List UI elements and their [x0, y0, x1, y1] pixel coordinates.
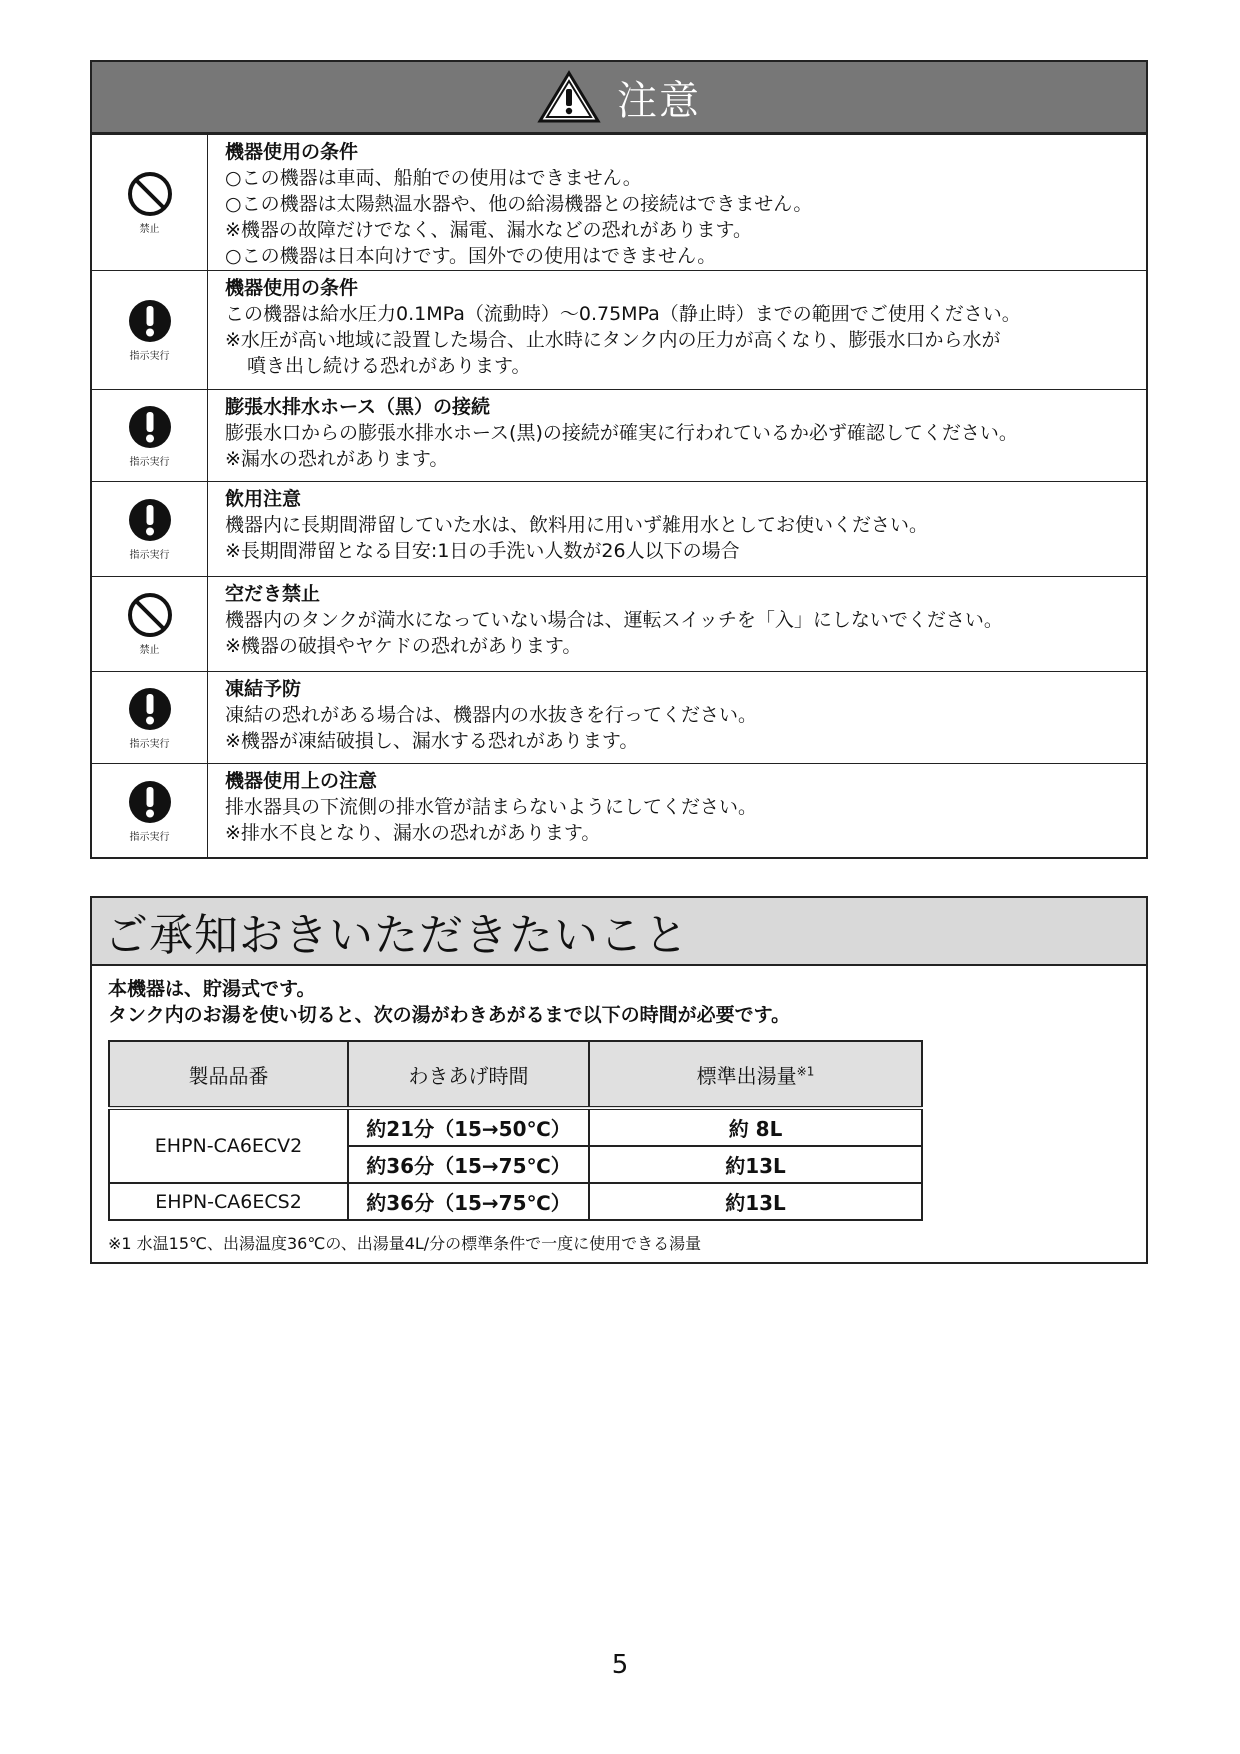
table-row: [109, 1183, 922, 1220]
row-text: [208, 577, 1003, 671]
row-line: 排水器具の下流側の排水管が詰まらないようにしてください。: [225, 796, 758, 818]
prohibition-icon: [127, 592, 173, 638]
volume-cell: 約 8L: [589, 1108, 922, 1146]
instruction-icon: [127, 497, 173, 543]
row-line: この機器は給水圧力0.1MPa（流動時）～0.75MPa（静止時）までの範囲でご使用ください。: [225, 303, 1021, 325]
reheat-time-table: [108, 1040, 923, 1221]
footnote-mark: ※1: [796, 1063, 815, 1078]
time-cell: 約21分（15→50℃）: [348, 1108, 589, 1146]
caution-header: [92, 62, 1146, 134]
icon-cell: [92, 764, 208, 857]
icon-label: 指示実行: [129, 456, 170, 468]
row-line: ※排水不良となり、漏水の恐れがあります。: [225, 822, 601, 844]
row-text: [208, 672, 757, 763]
caution-row: [92, 389, 1146, 481]
icon-label: 指示実行: [129, 550, 170, 561]
icon-label: 禁止: [139, 223, 160, 235]
caution-row: [92, 671, 1146, 763]
row-text: [208, 135, 812, 270]
row-line: ※機器の故障だけでなく、漏電、漏水などの恐れがあります。: [225, 219, 753, 241]
icon-label: 禁止: [139, 645, 160, 656]
notice-title: ご承知おきいただきたいこと: [92, 898, 1146, 966]
footnote: ※1 水温15℃、出湯温度36℃の、出湯量4L/分の標準条件で一度に使用できる湯量: [108, 1234, 702, 1253]
model-cell: EHPN-CA6ECS2: [109, 1183, 348, 1220]
row-line: ※機器の破損やヤケドの恐れがあります。: [225, 635, 582, 657]
row-title: 膨張水排水ホース（黒）の接続: [225, 396, 491, 418]
notice-intro-line: 本機器は、貯湯式です。: [108, 978, 316, 1000]
warning-triangle-icon: [537, 70, 601, 124]
row-line: 噴き出し続ける恐れがあります。: [247, 355, 531, 377]
notice-box: [90, 896, 1148, 1264]
icon-cell: [92, 271, 208, 389]
icon-label: 指示実行: [129, 351, 170, 362]
icon-cell: [92, 390, 208, 481]
volume-cell: 約13L: [589, 1183, 922, 1220]
row-line: 機器内に長期間滞留していた水は、飲料用に用いず雑用水としてお使いください。: [225, 514, 929, 536]
caution-box: [90, 60, 1148, 859]
row-line: ※機器が凍結破損し、漏水する恐れがあります。: [225, 730, 639, 752]
caution-row: [92, 763, 1146, 857]
row-line: ※長期間滞留となる目安:1日の手洗い人数が26人以下の場合: [225, 540, 740, 562]
time-cell: 約36分（15→75℃）: [348, 1183, 589, 1220]
caution-title: 注意: [617, 77, 701, 124]
row-text: [208, 271, 1021, 389]
row-text: [208, 764, 757, 857]
row-title: 機器使用の条件: [225, 141, 359, 163]
notice-body: [92, 966, 1146, 1254]
row-line: 機器内のタンクが満水になっていない場合は、運転スイッチを「入」にしないでください。: [225, 609, 1003, 631]
row-line: ○この機器は太陽熱温水器や、他の給湯機器との接続はできません。: [225, 193, 813, 215]
row-title: 飲用注意: [225, 488, 302, 510]
icon-label: 指示実行: [129, 831, 170, 843]
model-cell: EHPN-CA6ECV2: [109, 1108, 348, 1183]
row-title: 機器使用上の注意: [225, 770, 378, 792]
table-row: [109, 1108, 922, 1146]
header-volume: [589, 1041, 922, 1108]
row-text: [208, 482, 928, 576]
instruction-icon: [127, 779, 173, 825]
caution-row: [92, 481, 1146, 576]
row-line: ※水圧が高い地域に設置した場合、止水時にタンク内の圧力が高くなり、膨張水口から水が: [225, 329, 1001, 351]
header-model: 製品品番: [109, 1041, 348, 1108]
row-line: ※漏水の恐れがあります。: [225, 448, 449, 470]
icon-cell: [92, 482, 208, 576]
header-volume-label: 標準出湯量: [696, 1063, 797, 1088]
row-title: 凍結予防: [225, 678, 302, 700]
icon-label: 指示実行: [129, 738, 170, 750]
instruction-icon: [127, 298, 173, 344]
row-text: [208, 390, 1018, 481]
page-number: 5: [611, 1650, 629, 1680]
row-line: 膨張水口からの膨張水排水ホース(黒)の接続が確実に行われているか必ず確認してください。: [225, 422, 1018, 444]
row-line: 凍結の恐れがある場合は、機器内の水抜きを行ってください。: [225, 704, 758, 726]
caution-row: [92, 270, 1146, 389]
caution-row: [92, 134, 1146, 270]
icon-cell: [92, 577, 208, 671]
caution-row: [92, 576, 1146, 671]
row-title: 空だき禁止: [225, 583, 321, 605]
volume-cell: 約13L: [589, 1146, 922, 1183]
icon-cell: [92, 672, 208, 763]
prohibition-icon: [127, 171, 173, 217]
instruction-icon: [127, 686, 173, 732]
table-header-row: [109, 1041, 922, 1108]
header-heating-time: わきあげ時間: [348, 1041, 589, 1108]
row-title: 機器使用の条件: [225, 277, 359, 299]
instruction-icon: [127, 404, 173, 450]
time-cell: 約36分（15→75℃）: [348, 1146, 589, 1183]
icon-cell: [92, 135, 208, 270]
row-line: ○この機器は日本向けです。国外での使用はできません。: [225, 245, 717, 267]
row-line: ○この機器は車両、船舶での使用はできません。: [225, 167, 642, 189]
notice-intro-line: タンク内のお湯を使い切ると、次の湯がわきあがるまで以下の時間が必要です。: [108, 1004, 791, 1026]
